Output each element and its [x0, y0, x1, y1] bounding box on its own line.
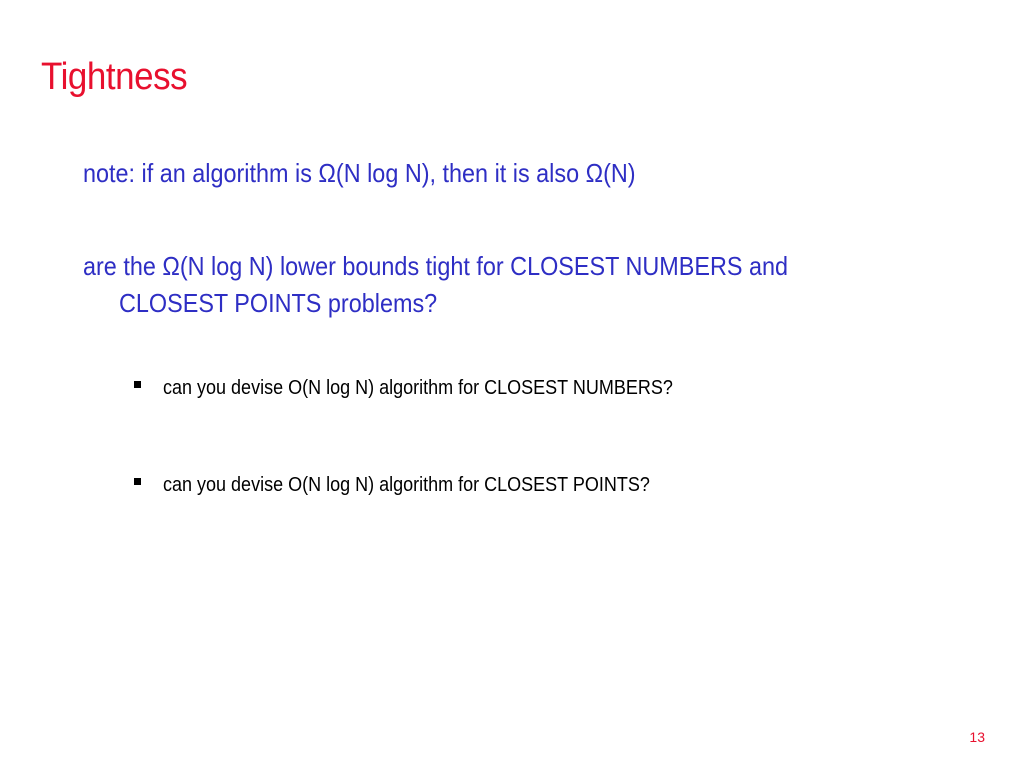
note-paragraph	[83, 155, 636, 192]
page-number: 13	[969, 729, 985, 745]
question-paragraph	[83, 248, 788, 322]
square-bullet-icon	[134, 381, 141, 388]
bullet-text: can you devise O(N log N) algorithm for CLOSEST POINTS?	[163, 474, 650, 496]
square-bullet-icon	[134, 478, 141, 485]
bullet-text: can you devise O(N log N) algorithm for CLOSEST NUMBERS?	[163, 377, 673, 399]
slide-title: Tightness	[41, 56, 188, 98]
question-line-2: CLOSEST POINTS problems?	[119, 288, 438, 318]
note-text: note: if an algorithm is Ω(N log N), then it is also Ω(N)	[83, 158, 636, 188]
question-line-1: are the Ω(N log N) lower bounds tight for CLOSEST NUMBERS and	[83, 251, 789, 281]
